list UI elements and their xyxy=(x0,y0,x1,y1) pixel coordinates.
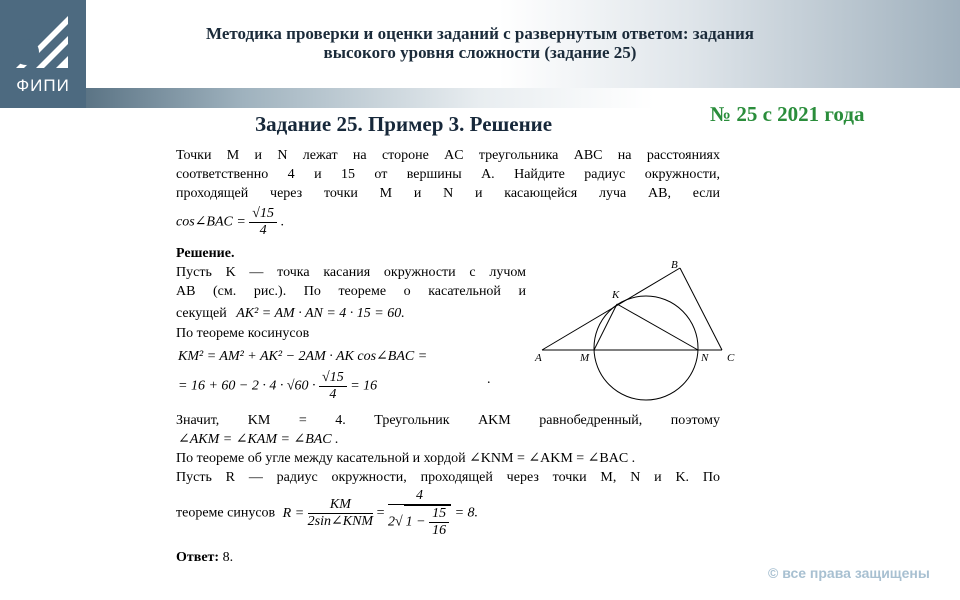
den2-coeff: 2 xyxy=(387,514,395,530)
angle-equality: ∠AKM = ∠KAM = ∠BAC . xyxy=(178,432,339,447)
secant-formula: AK² = AM · AN = 4 · 15 = 60. xyxy=(236,306,405,321)
den2-inner-den: 16 xyxy=(432,523,447,538)
sine-law-result: = 8. xyxy=(454,505,479,521)
solution-line4: По теореме косинусов xyxy=(176,326,310,341)
label-b: B xyxy=(671,259,678,271)
copyright: © все права защищены xyxy=(768,565,930,581)
answer-label: Ответ: xyxy=(176,550,220,565)
geometry-figure xyxy=(530,252,740,402)
sine-law-den2: 2√ 1 − $\frac{15}{16}$ xyxy=(388,505,451,539)
label-m: M xyxy=(580,352,590,364)
sine-law-num1: KM xyxy=(308,497,373,514)
den2-one: 1 − xyxy=(405,514,426,530)
sine-law-den1: 2sin∠KNM xyxy=(307,514,374,529)
sine-law-eq: = xyxy=(376,505,385,521)
label-a: A xyxy=(535,352,542,364)
header-title xyxy=(110,24,850,62)
calc-pre: = 16 + 60 − 2 · 4 · √60 · xyxy=(178,378,316,394)
calc-dot: . xyxy=(487,372,491,387)
secant-text: секущей xyxy=(176,306,227,321)
den2-radicand xyxy=(404,505,451,539)
cosine-law-formula: KM² = AM² + AK² − 2AM · AK cos∠BAC = xyxy=(178,349,428,364)
solution-line9: По теореме об угле между касательной и хордой ∠KNM = ∠AKM = ∠BAC . xyxy=(176,451,636,466)
cos-fraction xyxy=(249,206,277,239)
cos-end: . xyxy=(280,214,284,230)
cos-lhs: cos∠BAC = xyxy=(176,214,246,230)
calc-denominator: 4 xyxy=(329,387,337,402)
circle xyxy=(594,296,698,400)
segment-bc xyxy=(680,268,722,350)
calc-post: = 16 xyxy=(350,378,378,394)
label-c: C xyxy=(727,352,735,364)
problem-line2: соответственно 4 и 15 от вершины A. Найдите радиус окружности, xyxy=(176,167,720,182)
answer-value: 8. xyxy=(222,550,234,565)
problem-cos-formula xyxy=(176,206,284,239)
answer-line xyxy=(176,548,233,567)
problem-line1: Точки M и N лежат на стороне AC треугольника ABC на расстояниях xyxy=(176,148,720,163)
slide-title: Задание 25. Пример 3. Решение xyxy=(255,112,553,136)
solution-line2: AB (см. рис.). По теореме о касательной и xyxy=(176,284,526,299)
calc-fraction xyxy=(319,370,347,403)
logo-text: ФИПИ xyxy=(16,76,70,95)
sine-law-line xyxy=(176,488,478,539)
fipi-logo xyxy=(0,0,86,108)
calc-numerator: √15 xyxy=(319,370,347,387)
solution-line7: Значит, KM = 4. Треугольник AKM равнобедренный, поэтому xyxy=(176,413,720,428)
sine-law-num2: 4 xyxy=(388,488,451,505)
den2-inner-num: 15 xyxy=(429,506,449,523)
cos-denominator: 4 xyxy=(259,223,267,238)
header-title-line1: Методика проверки и оценки заданий с развернутым ответом: задания xyxy=(206,24,754,43)
sine-law-fraction1 xyxy=(308,497,373,530)
segment-kn xyxy=(617,304,698,350)
den2-inner-fraction xyxy=(429,506,449,539)
solution-line10: Пусть R — радиус окружности, проходящей через точки M, N и K. По xyxy=(176,470,720,485)
label-n: N xyxy=(701,352,709,364)
solution-line3 xyxy=(176,304,405,323)
sine-law-text: теореме синусов xyxy=(176,505,276,521)
solution-heading: Решение. xyxy=(176,246,235,261)
cosine-law-calc xyxy=(178,370,377,403)
sine-law-lhs: R = xyxy=(282,505,305,521)
problem-line3: проходящей через точки M и N и касающейся луча AB, если xyxy=(176,186,720,201)
segment-km xyxy=(594,304,617,350)
task-badge: № 25 с 2021 года xyxy=(710,102,865,126)
label-k: K xyxy=(612,289,620,301)
sine-law-fraction2 xyxy=(388,488,451,539)
header-title-line2: высокого уровня сложности (задание 25) xyxy=(323,43,637,62)
fipi-logo-mark-icon xyxy=(0,0,86,76)
cos-numerator: √15 xyxy=(249,206,277,223)
solution-line1: Пусть K — точка касания окружности с лучом xyxy=(176,265,526,280)
